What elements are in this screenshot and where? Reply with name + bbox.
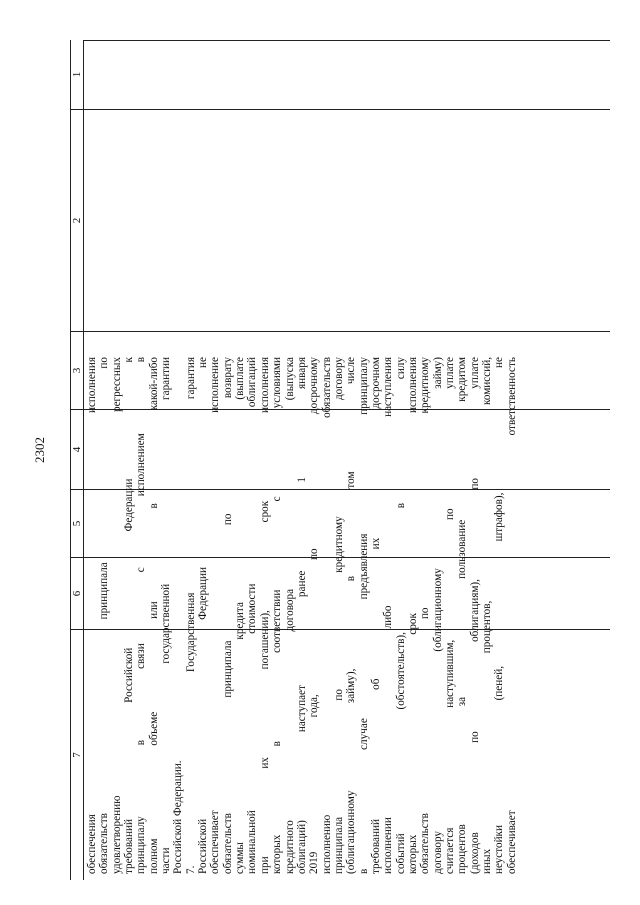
text-line: обеспечения исполнения <box>86 357 98 874</box>
text-line: кредитного договора (выпуска <box>283 357 296 874</box>
text-line: обязательств принципала по возврату <box>221 357 234 874</box>
text-line: принципала по кредитному договору <box>332 357 345 874</box>
text-line: исполнению обязательств <box>320 357 333 874</box>
column-7-text <box>86 355 518 880</box>
text-line: 2019 года, по досрочному <box>308 357 321 874</box>
text-line: принципалу в связи с исполнением в <box>135 357 148 874</box>
column-header-5: 5 <box>71 490 84 558</box>
text-line: облигаций) наступает ранее 1 января <box>295 357 308 874</box>
text-line: части государственной гарантии <box>160 357 173 874</box>
text-line: договору (облигационному займу) <box>431 357 444 874</box>
text-line: полном объеме или в какой-либо <box>147 357 160 874</box>
text-line: Российской Федерации. <box>172 760 185 874</box>
column-header-7: 7 <box>71 752 83 758</box>
column-divider <box>84 40 610 41</box>
text-line: требований об их досрочном <box>369 357 382 874</box>
text-line: номинальной стоимости облигаций <box>246 357 259 874</box>
text-line: неустойки (пеней, штрафов), не <box>493 357 506 874</box>
text-line: обеспечивает исполнение <box>209 357 222 874</box>
text-line: процентов за пользование кредитом <box>456 357 469 874</box>
text-line: (доходов по облигациям), по уплате <box>468 357 481 874</box>
text-line: считается наступившим, по уплате <box>443 357 456 874</box>
text-line: удовлетворению регрессных <box>110 357 123 874</box>
text-line: которых в соответствии с условиями <box>271 357 284 874</box>
text-line: требований Российской Федерации к <box>123 357 136 874</box>
text-line: исполнении либо наступления <box>382 357 395 874</box>
text-line: обязательств по кредитному <box>419 357 432 874</box>
text-line: в случае предъявления принципалу <box>357 357 370 874</box>
text-line: при их погашении), срок исполнения <box>258 357 271 874</box>
text-line: обеспечивает ответственность <box>505 357 518 874</box>
text-line: суммы кредита (выплате <box>234 357 247 874</box>
column-header-2: 2 <box>71 110 84 332</box>
text-line: (облигационному займу), в том числе <box>345 357 358 874</box>
table-header-row <box>70 40 84 880</box>
text-line: Российской Федерации не <box>197 357 210 874</box>
text-line: 7. Государственная гарантия <box>184 357 197 874</box>
column-header-3: 3 <box>71 332 84 410</box>
column-header-4: 4 <box>71 410 84 490</box>
text-line: иных процентов, комиссий, <box>481 357 493 874</box>
column-divider <box>84 331 610 332</box>
page-number: 2302 <box>32 437 47 463</box>
text-line: обязательств принципала по <box>98 357 111 874</box>
text-line: которых срок исполнения <box>406 357 419 874</box>
column-header-6: 6 <box>71 558 84 630</box>
text-line: событий (обстоятельств), в силу <box>394 357 407 874</box>
column-divider <box>84 109 610 110</box>
column-header-1: 1 <box>71 40 84 110</box>
legal-table <box>70 40 610 880</box>
